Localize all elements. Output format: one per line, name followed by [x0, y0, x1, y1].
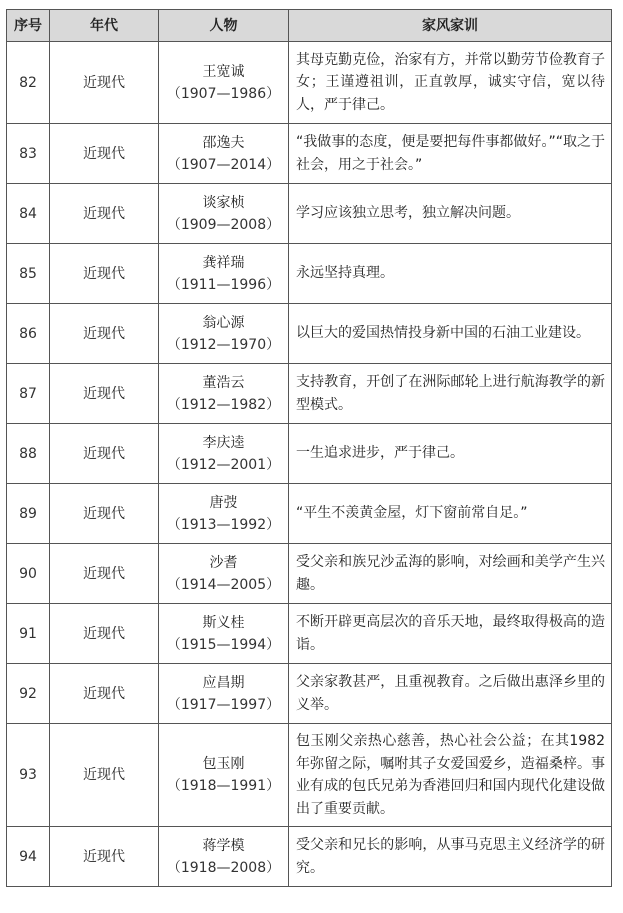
person-name: 蒋学模: [202, 837, 245, 854]
person-years: （1907—1986）: [166, 85, 281, 102]
row-number: 93: [7, 724, 50, 827]
row-number: 86: [7, 304, 50, 364]
row-family-motto: 不断开辟更高层次的音乐天地，最终取得极高的造诣。: [289, 604, 612, 664]
row-number: 89: [7, 484, 50, 544]
row-family-motto: 其母克勤克俭，治家有方，并常以勤劳节俭教育子女；王谨遵祖训，正直敦厚，诚实守信，宽以待人，严于律己。: [289, 42, 612, 124]
person-years: （1914—2005）: [166, 576, 281, 593]
row-era: 近现代: [50, 724, 159, 827]
person-years: （1912—1970）: [166, 336, 281, 353]
person-name: 龚祥瑞: [202, 254, 245, 271]
row-person: [159, 424, 289, 484]
table-row: [7, 364, 612, 424]
person-name: 唐弢: [209, 494, 238, 511]
row-family-motto: 以巨大的爱国热情投身新中国的石油工业建设。: [289, 304, 612, 364]
person-years: （1907—2014）: [166, 156, 281, 173]
person-years: （1917—1997）: [166, 696, 281, 713]
header-person: 人物: [159, 10, 289, 42]
table-row: [7, 424, 612, 484]
person-years: （1918—2008）: [166, 859, 281, 876]
row-family-motto: “平生不羡黄金屋，灯下窗前常自足。”: [289, 484, 612, 544]
row-family-motto: “我做事的态度，便是要把每件事都做好。”“取之于社会，用之于社会。”: [289, 124, 612, 184]
person-name: 邵逸夫: [202, 134, 245, 151]
row-number: 83: [7, 124, 50, 184]
person-name: 王宽诚: [202, 63, 245, 80]
row-era: 近现代: [50, 604, 159, 664]
header-family-motto: 家风家训: [289, 10, 612, 42]
person-name: 董浩云: [202, 374, 245, 391]
row-family-motto: 受父亲和族兄沙孟海的影响，对绘画和美学产生兴趣。: [289, 544, 612, 604]
row-number: 94: [7, 827, 50, 887]
family-motto-table: [6, 9, 612, 887]
table-row: [7, 544, 612, 604]
row-person: [159, 184, 289, 244]
row-family-motto: 支持教育，开创了在洲际邮轮上进行航海教学的新型模式。: [289, 364, 612, 424]
person-years: （1915—1994）: [166, 636, 281, 653]
table-row: [7, 724, 612, 827]
row-person: [159, 484, 289, 544]
header-row: [7, 10, 612, 42]
row-number: 91: [7, 604, 50, 664]
row-era: 近现代: [50, 184, 159, 244]
table-row: [7, 664, 612, 724]
row-person: [159, 304, 289, 364]
row-number: 87: [7, 364, 50, 424]
row-person: [159, 364, 289, 424]
person-name: 谈家桢: [202, 194, 245, 211]
person-years: （1909—2008）: [166, 216, 281, 233]
table-row: [7, 184, 612, 244]
row-number: 90: [7, 544, 50, 604]
row-person: [159, 827, 289, 887]
row-era: 近现代: [50, 124, 159, 184]
row-family-motto: 永远坚持真理。: [289, 244, 612, 304]
row-number: 88: [7, 424, 50, 484]
table-row: [7, 42, 612, 124]
row-person: [159, 244, 289, 304]
row-era: 近现代: [50, 544, 159, 604]
row-era: 近现代: [50, 484, 159, 544]
row-number: 84: [7, 184, 50, 244]
table-row: [7, 827, 612, 887]
row-number: 92: [7, 664, 50, 724]
row-family-motto: 学习应该独立思考，独立解决问题。: [289, 184, 612, 244]
row-era: 近现代: [50, 42, 159, 124]
table-row: [7, 604, 612, 664]
row-family-motto: 包玉刚父亲热心慈善，热心社会公益；在其1982年弥留之际，嘱咐其子女爱国爱乡，造福桑梓。事业有成的包氏兄弟为香港回归和国内现代化建设做出了重要贡献。: [289, 724, 612, 827]
row-family-motto: 一生追求进步，严于律己。: [289, 424, 612, 484]
row-number: 82: [7, 42, 50, 124]
table-row: [7, 484, 612, 544]
header-number: 序号: [7, 10, 50, 42]
row-era: 近现代: [50, 364, 159, 424]
row-family-motto: 受父亲和兄长的影响，从事马克思主义经济学的研究。: [289, 827, 612, 887]
person-years: （1912—2001）: [166, 456, 281, 473]
row-person: [159, 124, 289, 184]
table-body: [7, 42, 612, 887]
person-years: （1913—1992）: [166, 516, 281, 533]
header-era: 年代: [50, 10, 159, 42]
table-header: [7, 10, 612, 42]
row-number: 85: [7, 244, 50, 304]
person-name: 斯义桂: [202, 614, 245, 631]
row-era: 近现代: [50, 664, 159, 724]
row-era: 近现代: [50, 827, 159, 887]
table-row: [7, 124, 612, 184]
row-person: [159, 664, 289, 724]
person-years: （1912—1982）: [166, 396, 281, 413]
row-person: [159, 604, 289, 664]
row-era: 近现代: [50, 304, 159, 364]
table-row: [7, 244, 612, 304]
row-family-motto: 父亲家教甚严，且重视教育。之后做出惠泽乡里的义举。: [289, 664, 612, 724]
row-person: [159, 544, 289, 604]
person-name: 包玉刚: [202, 756, 245, 772]
person-years: （1911—1996）: [166, 276, 281, 293]
person-name: 沙耆: [209, 554, 238, 571]
row-person: [159, 42, 289, 124]
person-years: （1918—1991）: [166, 778, 281, 794]
row-person: [159, 724, 289, 827]
person-name: 翁心源: [202, 314, 245, 331]
person-name: 应昌期: [202, 674, 245, 691]
person-name: 李庆逵: [202, 434, 245, 451]
table-row: [7, 304, 612, 364]
row-era: 近现代: [50, 424, 159, 484]
row-era: 近现代: [50, 244, 159, 304]
